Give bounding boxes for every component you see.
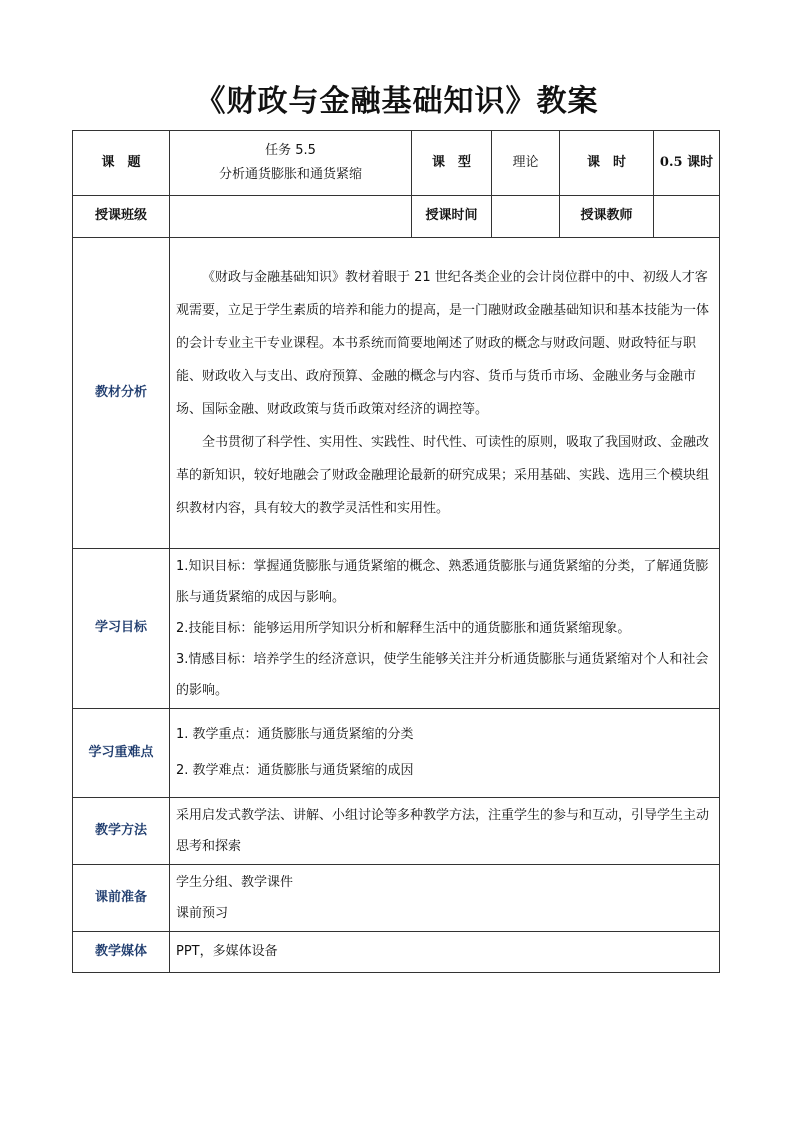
objectives-label: 学习目标 (73, 549, 170, 709)
course-row (73, 131, 720, 196)
methods-label: 教学方法 (73, 798, 170, 865)
keypoint-difficulty: 2. 教学难点：通货膨胀与通货紧缩的成因 (176, 763, 414, 778)
preparation-item: 学生分组、教学课件 (176, 875, 294, 890)
teacher-label: 授课教师 (560, 196, 654, 238)
objective-knowledge: 1.知识目标：掌握通货膨胀与通货紧缩的概念、熟悉通货膨胀与通货紧缩的分类，了解通货膨胀与通货紧缩的成因与影响。 (176, 559, 709, 605)
course-label: 课 题 (73, 131, 170, 196)
preparation-content (170, 865, 720, 932)
media-content: PPT，多媒体设备 (170, 932, 720, 973)
lesson-plan-table (72, 130, 720, 973)
task-number: 任务 5.5 (265, 143, 316, 158)
time-value (492, 196, 560, 238)
objectives-row (73, 549, 720, 709)
time-label: 授课时间 (412, 196, 492, 238)
course-value (170, 131, 412, 196)
media-row (73, 932, 720, 973)
hours-label: 课 时 (560, 131, 654, 196)
keypoint-focus: 1. 教学重点：通货膨胀与通货紧缩的分类 (176, 727, 414, 742)
task-name: 分析通货膨胀和通货紧缩 (218, 167, 362, 182)
objective-skill: 2.技能目标：能够运用所学知识分析和解释生活中的通货膨胀和通货紧缩现象。 (176, 621, 631, 636)
objective-emotion: 3.情感目标：培养学生的经济意识，使学生能够关注并分析通货膨胀与通货紧缩对个人和社会的影响。 (176, 652, 709, 698)
methods-content (170, 798, 720, 865)
class-label: 授课班级 (73, 196, 170, 238)
keypoints-label: 学习重难点 (73, 709, 170, 798)
textbook-row (73, 238, 720, 549)
objectives-content (170, 549, 720, 709)
hours-value: 0.5 课时 (654, 131, 720, 196)
textbook-label: 教材分析 (73, 238, 170, 549)
preparation-item: 课前预习 (176, 906, 229, 921)
textbook-paragraph-2: 全书贯彻了科学性、实用性、实践性、时代性、可读性的原则，吸取了我国财政、金融改革的新知识，较好地融会了财政金融理论最新的研究成果；采用基础、实践、选用三个模块组织教材内容，具有较大的教学灵活性和实用性。 (176, 435, 710, 516)
class-row (73, 196, 720, 238)
teacher-value (654, 196, 720, 238)
textbook-paragraph-1: 《财政与金融基础知识》教材着眼于 21 世纪各类企业的会计岗位群中的中、初级人才客观需要，立足于学生素质的培养和能力的提高，是一门融财政金融基础知识和基本技能为一体的会计专业主干专业课程。本书系统而简要地阐述了财政的概念与财政问题、财政特征与职能、财政收入与支出、政府预算、金融的概念与内容、货币与货币市场、金融业务与金融市场、国际金融、财政政策与货币政策对经济的调控等。 (176, 270, 710, 417)
textbook-content (170, 238, 720, 549)
keypoints-row (73, 709, 720, 798)
page-title: 《财政与金融基础知识》教案 (195, 84, 599, 119)
methods-row (73, 798, 720, 865)
preparation-row (73, 865, 720, 932)
media-label: 教学媒体 (73, 932, 170, 973)
methods-text: 采用启发式教学法、讲解、小组讨论等多种教学方法，注重学生的参与和互动，引导学生主动思考和探索 (176, 808, 710, 854)
type-label: 课 型 (412, 131, 492, 196)
type-value: 理论 (492, 131, 560, 196)
keypoints-content (170, 709, 720, 798)
class-value (170, 196, 412, 238)
preparation-label: 课前准备 (73, 865, 170, 932)
